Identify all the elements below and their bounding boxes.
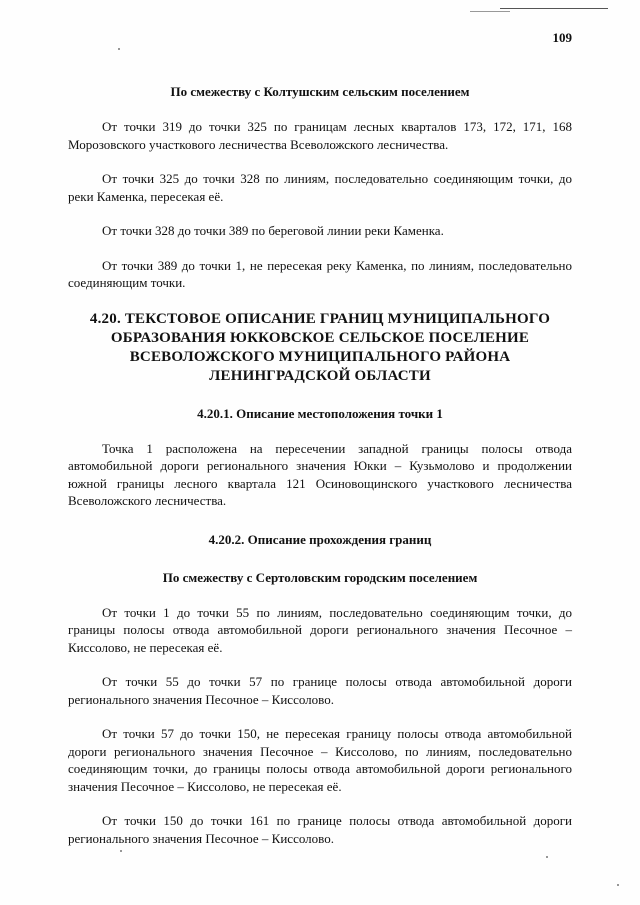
main-heading-line: ОБРАЗОВАНИЯ ЮККОВСКОЕ СЕЛЬСКОЕ ПОСЕЛЕНИЕ <box>110 329 530 346</box>
section-heading-koltushi: По смежеству с Колтушским сельским поселением <box>170 84 470 99</box>
paragraph: От точки 389 до точки 1, не пересекая реку Каменка, по линиям, последовательно соединяющим точки. <box>68 257 572 290</box>
scan-line <box>470 11 510 12</box>
paragraph: Точка 1 расположена на пересечении западной границы полосы отвода автомобильной дороги регионального значения Юкки – Кузьмолово и продолжении южной границы лесного квартала 121 Осиновощинского участкового лесничества Всеволожского лесничества. <box>68 440 572 508</box>
scan-speck <box>617 884 619 886</box>
scan-speck <box>120 850 122 852</box>
section-heading-sertolovo: По смежеству с Сертоловским городским поселением <box>162 569 478 585</box>
paragraph: От точки 319 до точки 325 по границам лесных кварталов 173, 172, 171, 168 Морозовского участкового лесничества Всеволожского лесничества. <box>68 119 572 152</box>
paragraph: От точки 325 до точки 328 по линиям, последовательно соединяющим точки, до реки Каменка, пересекая её. <box>68 171 572 204</box>
document-content <box>68 84 572 847</box>
main-heading <box>68 310 572 386</box>
scan-speck <box>546 856 548 858</box>
main-heading-line: ВСЕВОЛОЖСКОГО МУНИЦИПАЛЬНОГО РАЙОНА <box>129 348 511 365</box>
paragraph: От точки 328 до точки 389 по береговой линии реки Каменка. <box>102 223 444 238</box>
main-heading-line: ЛЕНИНГРАДСКОЙ ОБЛАСТИ <box>209 367 431 384</box>
scan-line <box>500 8 608 9</box>
subsection-heading-passage: 4.20.2. Описание прохождения границ <box>208 531 432 547</box>
paragraph: От точки 55 до точки 57 по границе полосы отвода автомобильной дороги регионального значения Песочное – Киссолово. <box>68 674 572 707</box>
paragraph: От точки 1 до точки 55 по линиям, последовательно соединяющим точки, до границы полосы отвода автомобильной дороги регионального значения Песочное – Киссолово, не пересекая её. <box>68 604 572 655</box>
paragraph: От точки 150 до точки 161 по границе полосы отвода автомобильной дороги регионального значения Песочное – Киссолово. <box>68 813 572 846</box>
paragraph: От точки 57 до точки 150, не пересекая границу полосы отвода автомобильной дороги регионального значения Песочное – Киссолово, по линиям, последовательно соединяющим точки, до границы полосы отвода автомобильной дороги регионального значения Песочное – Киссолово, не пересекая её. <box>68 726 572 794</box>
scan-speck <box>118 48 120 50</box>
main-heading-line: 4.20. ТЕКСТОВОЕ ОПИСАНИЕ ГРАНИЦ МУНИЦИПАЛЬНОГО <box>89 310 551 327</box>
page-number: 109 <box>552 30 572 45</box>
subsection-heading-point1: 4.20.1. Описание местоположения точки 1 <box>197 405 443 421</box>
